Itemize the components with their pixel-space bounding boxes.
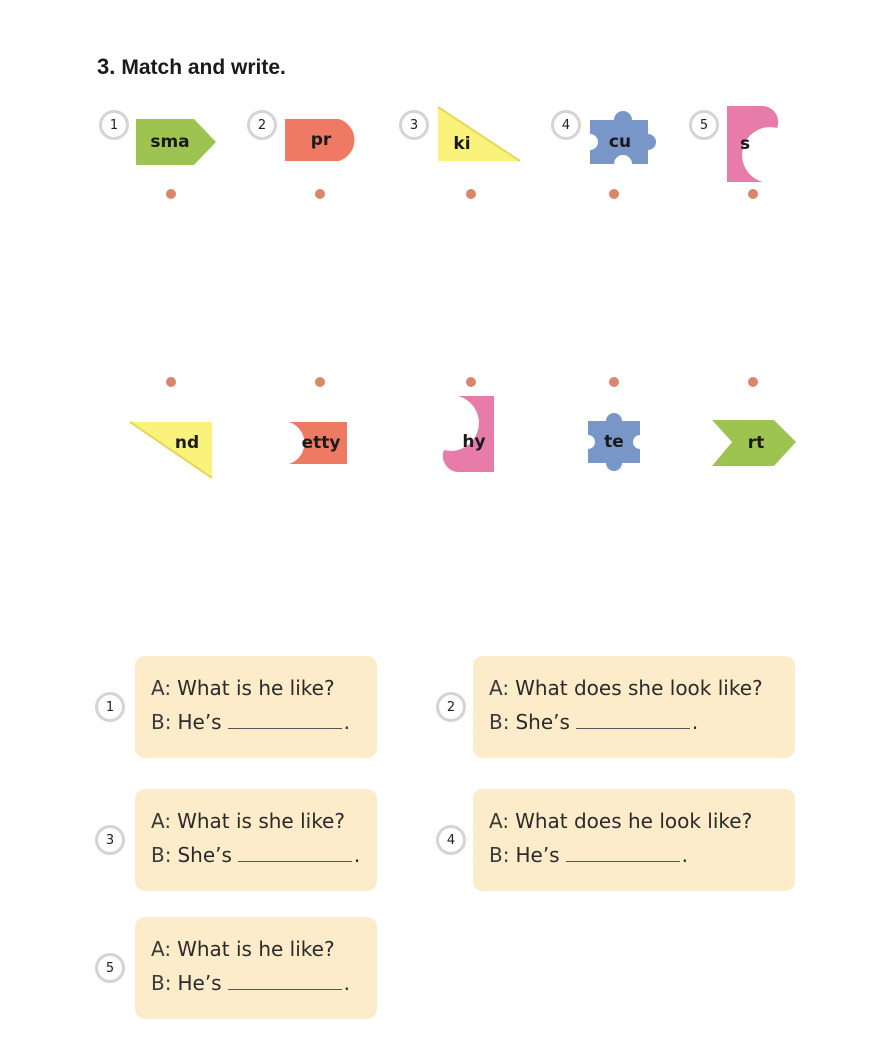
puzzle-piece-cu[interactable] <box>588 106 660 178</box>
piece-text-te: te <box>604 432 624 452</box>
answer-end: . <box>343 710 350 734</box>
match-dot-bottom-4[interactable] <box>609 377 619 387</box>
dialogue-number-4: 4 <box>436 825 466 855</box>
piece-number-2: 2 <box>247 110 277 140</box>
answer-blank[interactable] <box>566 860 680 862</box>
piece-text-etty: etty <box>301 433 341 453</box>
speaker-a-label: A: <box>489 676 510 700</box>
match-dot-top-2[interactable] <box>315 189 325 199</box>
speaker-a-label: A: <box>151 937 172 961</box>
answer-end: . <box>353 843 361 867</box>
puzzle-piece-nd[interactable] <box>128 420 214 480</box>
match-dot-top-1[interactable] <box>166 189 176 199</box>
piece-number-1: 1 <box>99 110 129 140</box>
dialogue-number-1: 1 <box>95 692 125 722</box>
answer-blank[interactable] <box>228 988 342 990</box>
puzzle-piece-ki[interactable] <box>436 105 522 163</box>
answer-start: She’s <box>177 843 232 867</box>
piece-text-cu: cu <box>608 132 632 152</box>
answer-blank[interactable] <box>238 860 352 862</box>
match-dot-bottom-3[interactable] <box>466 377 476 387</box>
dialogue-number-2: 2 <box>436 692 466 722</box>
speaker-a-label: A: <box>151 676 172 700</box>
piece-number-5: 5 <box>689 110 719 140</box>
piece-text-rt: rt <box>747 433 765 453</box>
answer-end: . <box>681 843 688 867</box>
speaker-b-label: B: <box>151 710 172 734</box>
piece-number-3: 3 <box>399 110 429 140</box>
answer-start: He’s <box>177 971 222 995</box>
piece-text-sma: sma <box>150 132 190 152</box>
match-dot-top-4[interactable] <box>609 189 619 199</box>
dialogue-card-1 <box>135 656 377 758</box>
piece-text-hy: hy <box>462 432 486 452</box>
question-text: What is she like? <box>177 809 345 833</box>
question-text: What does she look like? <box>515 676 763 700</box>
answer-end: . <box>343 971 350 995</box>
piece-text-nd: nd <box>174 433 200 453</box>
answer-blank[interactable] <box>228 727 342 729</box>
answer-blank[interactable] <box>576 727 690 729</box>
puzzle-piece-rt[interactable] <box>710 418 798 468</box>
dialogue-card-4 <box>473 789 795 891</box>
question-text: What is he like? <box>177 937 335 961</box>
answer-end: . <box>691 710 699 734</box>
puzzle-piece-te[interactable] <box>584 405 644 479</box>
dialogue-number-3: 3 <box>95 825 125 855</box>
puzzle-piece-etty[interactable] <box>287 420 349 466</box>
match-dot-bottom-5[interactable] <box>748 377 758 387</box>
match-dot-top-3[interactable] <box>466 189 476 199</box>
speaker-a-label: A: <box>489 809 510 833</box>
exercise-title <box>97 54 286 80</box>
dialogue-number-5: 5 <box>95 953 125 983</box>
match-dot-bottom-1[interactable] <box>166 377 176 387</box>
dialogue-card-5 <box>135 917 377 1019</box>
speaker-b-label: B: <box>151 843 172 867</box>
piece-text-ki: ki <box>453 134 471 154</box>
piece-text-s: s <box>739 134 751 154</box>
puzzle-piece-pr[interactable] <box>283 117 363 163</box>
speaker-b-label: B: <box>151 971 172 995</box>
answer-start: He’s <box>177 710 222 734</box>
answer-start: He’s <box>515 843 560 867</box>
speaker-b-label: B: <box>489 843 510 867</box>
piece-text-pr: pr <box>310 130 332 150</box>
answer-start: She’s <box>515 710 570 734</box>
dialogue-card-2 <box>473 656 795 758</box>
puzzle-piece-s[interactable] <box>725 104 781 184</box>
exercise-instruction: Match and write. <box>121 56 286 79</box>
speaker-a-label: A: <box>151 809 172 833</box>
match-dot-top-5[interactable] <box>748 189 758 199</box>
match-dot-bottom-2[interactable] <box>315 377 325 387</box>
exercise-number: 3. <box>97 54 116 79</box>
dialogue-card-3 <box>135 789 377 891</box>
puzzle-piece-hy[interactable] <box>440 394 496 474</box>
piece-number-4: 4 <box>551 110 581 140</box>
question-text: What is he like? <box>177 676 335 700</box>
question-text: What does he look like? <box>515 809 753 833</box>
speaker-b-label: B: <box>489 710 510 734</box>
puzzle-piece-sma[interactable] <box>134 117 218 167</box>
